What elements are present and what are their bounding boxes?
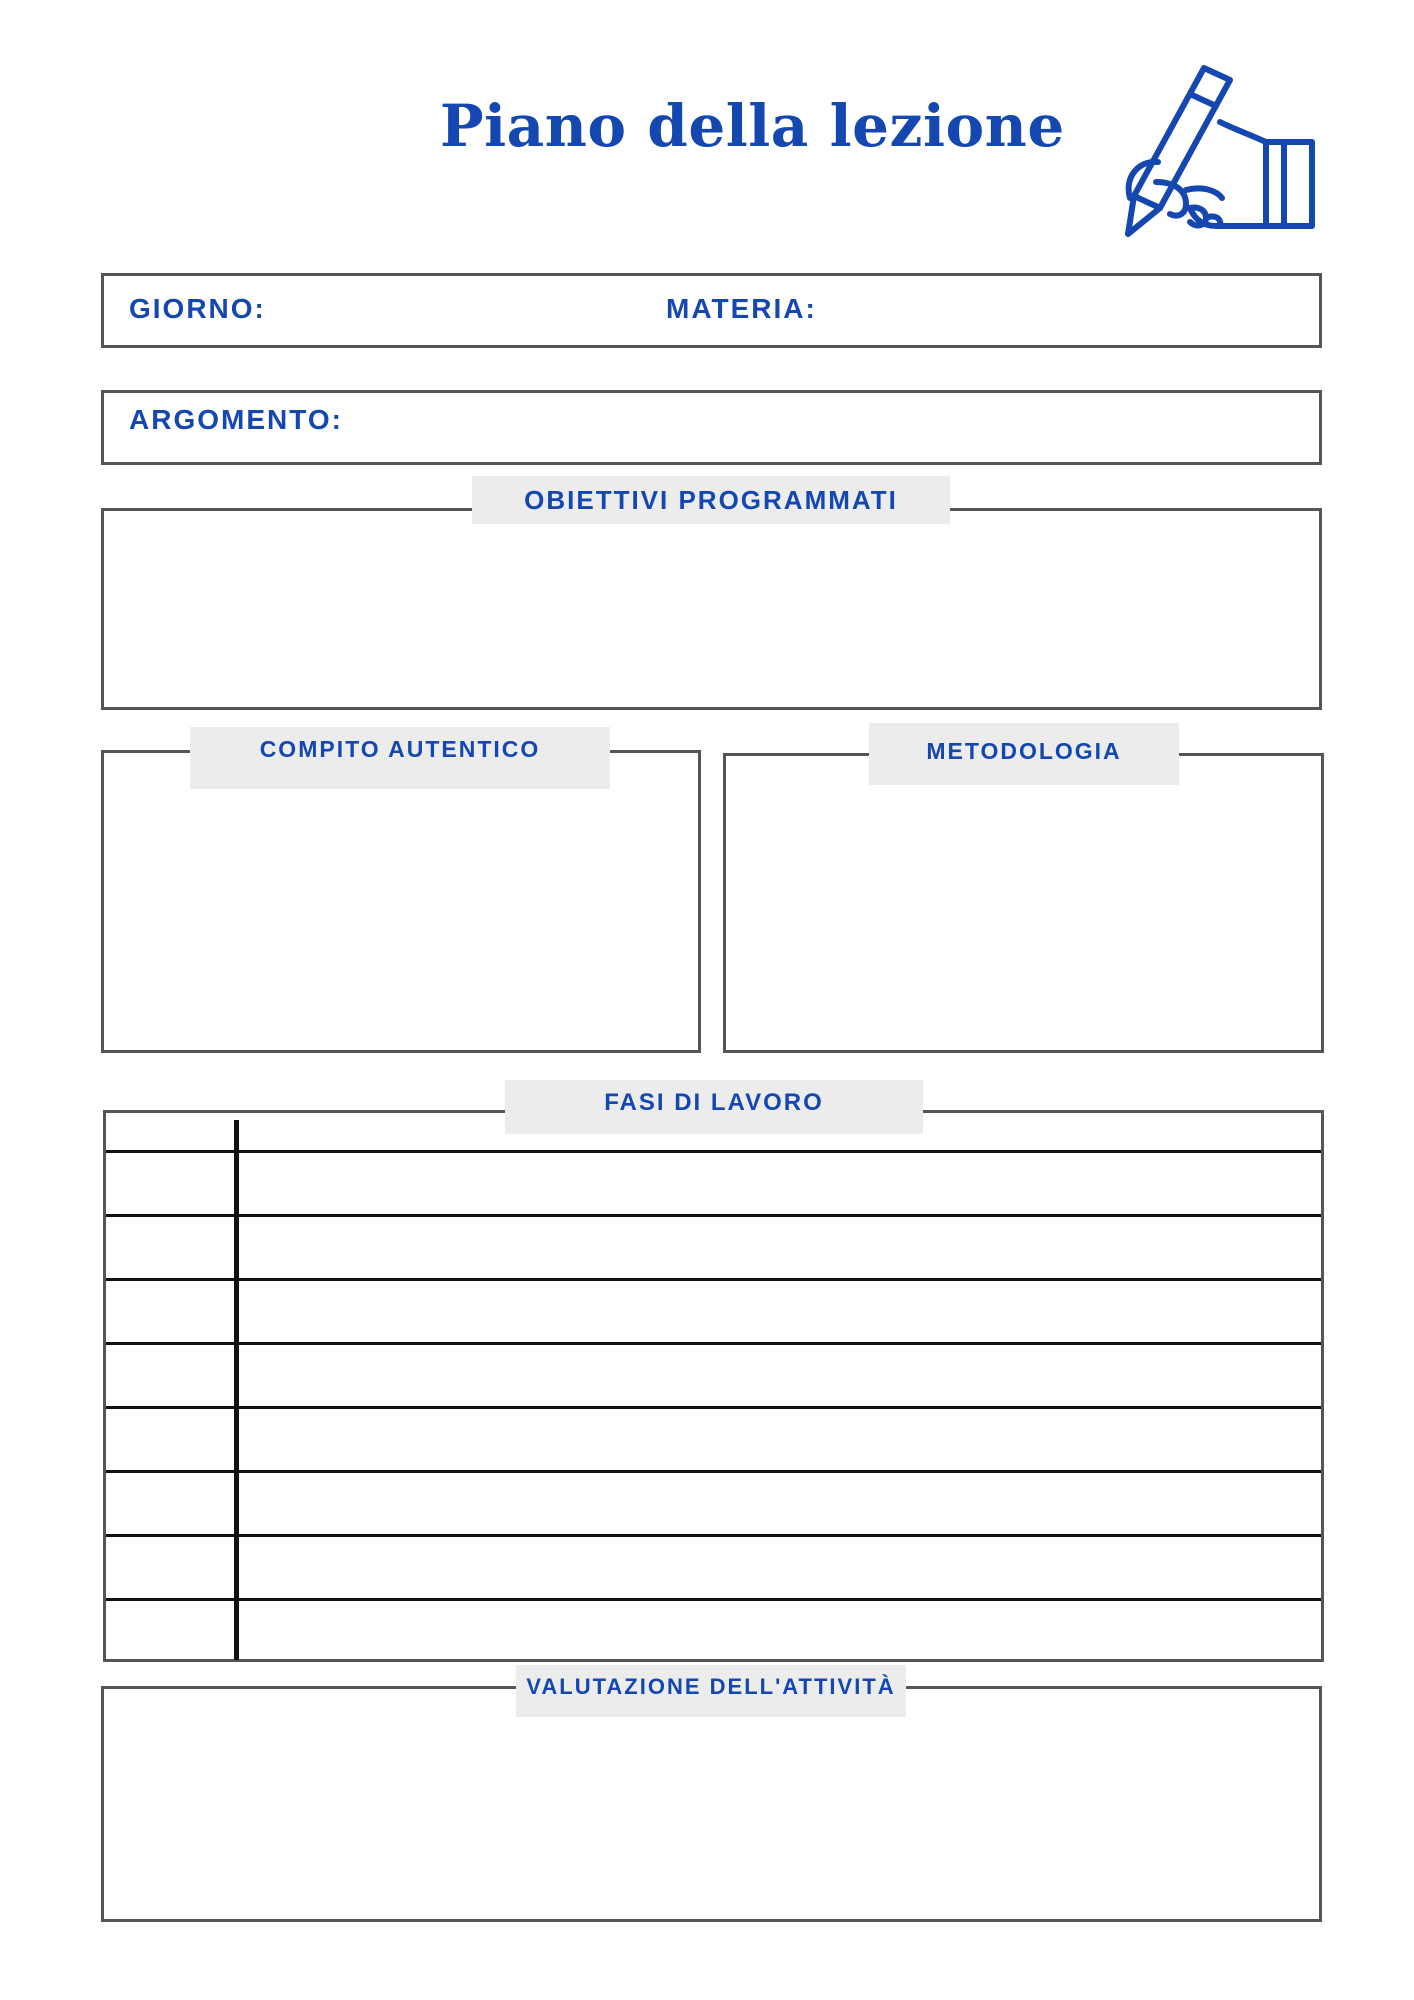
materia-label: MATERIA: <box>666 293 817 324</box>
fasi-row-line <box>106 1470 1321 1473</box>
obiettivi-header: OBIETTIVI PROGRAMMATI <box>472 476 950 524</box>
fasi-row-line <box>106 1598 1321 1601</box>
valutazione-box <box>101 1686 1322 1922</box>
fasi-table <box>103 1110 1324 1662</box>
compito-header: COMPITO AUTENTICO <box>190 727 610 789</box>
fasi-row-line <box>106 1150 1321 1153</box>
fasi-row-line <box>106 1342 1321 1345</box>
fasi-column-divider <box>234 1120 239 1660</box>
fasi-row-line <box>106 1278 1321 1281</box>
fasi-row-line <box>106 1534 1321 1537</box>
metodologia-box <box>723 753 1324 1053</box>
metodologia-header: METODOLOGIA <box>869 723 1179 785</box>
obiettivi-box <box>101 508 1322 710</box>
valutazione-header: VALUTAZIONE DELL'ATTIVITÀ <box>516 1665 906 1717</box>
fasi-row-line <box>106 1214 1321 1217</box>
compito-box <box>101 750 701 1053</box>
argomento-label: ARGOMENTO: <box>129 404 343 435</box>
fasi-row-line <box>106 1406 1321 1409</box>
page-title: Piano della lezione <box>440 92 1065 160</box>
giorno-label: GIORNO: <box>129 293 266 324</box>
hand-writing-icon <box>1098 58 1332 246</box>
fasi-header: FASI DI LAVORO <box>505 1080 923 1134</box>
